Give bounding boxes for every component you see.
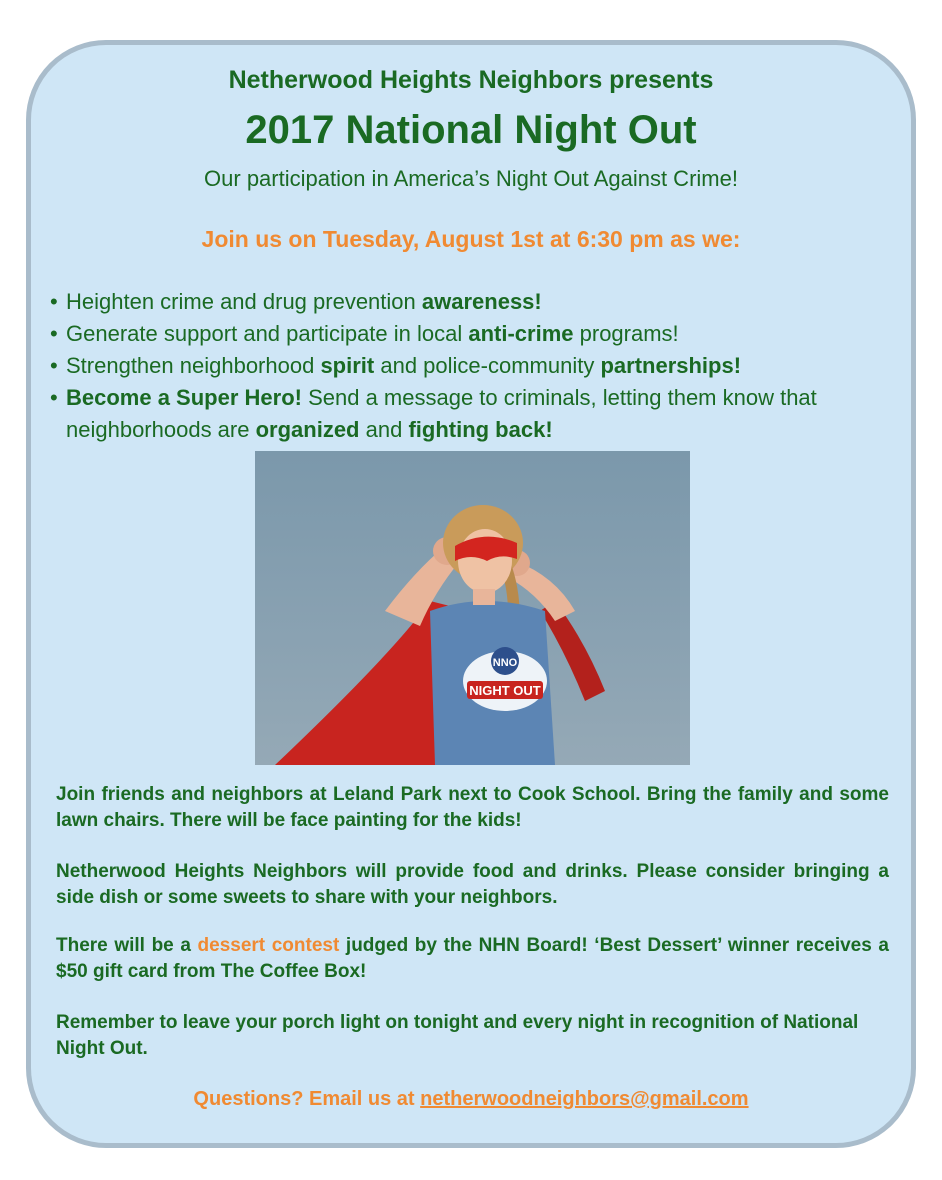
list-item: • Become a Super Hero! Send a message to criminals, letting them know that neighborhoods are organized and fighting back! (48, 382, 908, 446)
event-subtitle: Our participation in America’s Night Out Against Crime! (204, 166, 738, 191)
superhero-girl-illustration (255, 451, 690, 765)
paragraph-food: Netherwood Heights Neighbors will provide food and drinks. Please consider bringing a side dish or some sweets to share with your neighbors. (56, 861, 889, 908)
paragraph-contest: There will be a dessert contest judged by the NHN Board! ‘Best Dessert’ winner receives a $50 gift card from The Coffee Box! (56, 935, 889, 982)
goals-list (48, 286, 908, 446)
shirt-text: NIGHT OUT (469, 683, 541, 698)
contact-line: Questions? Email us at netherwoodneighbors@gmail.com (193, 1088, 749, 1110)
paragraph-porch-light: Remember to leave your porch light on tonight and every night in recognition of National Night Out. (56, 1012, 859, 1059)
list-item: • Generate support and participate in local anti-crime programs! (48, 318, 908, 350)
paragraph-location: Join friends and neighbors at Leland Park next to Cook School. Bring the family and some lawn chairs. There will be face painting for the kids! (56, 784, 889, 831)
presenter-line: Netherwood Heights Neighbors presents (228, 66, 714, 94)
event-invite: Join us on Tuesday, August 1st at 6:30 pm as we: (201, 226, 741, 252)
list-item: • Heighten crime and drug prevention awareness! (48, 286, 908, 318)
dessert-contest-highlight: dessert contest (197, 935, 340, 956)
email-link[interactable]: netherwoodneighbors@gmail.com (420, 1088, 749, 1110)
list-item: • Strengthen neighborhood spirit and police-community partnerships! (48, 350, 908, 382)
superhero-photo (255, 451, 690, 765)
badge-text: NNO (492, 657, 518, 669)
event-title: 2017 National Night Out (245, 108, 697, 152)
